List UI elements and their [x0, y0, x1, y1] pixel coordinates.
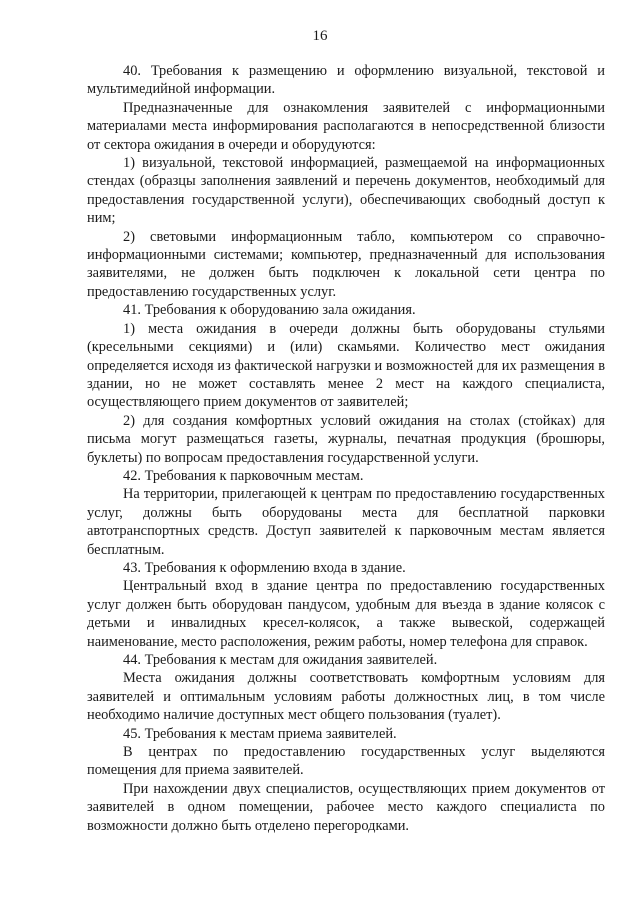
paragraph-42-heading: 42. Требования к парковочным местам. — [123, 467, 364, 484]
paragraph-info-item-2: 2) световыми информационным табло, компьютером со справочно-информационными системами; компьютер, предназначенный для использования заявителями, не должен быть подключен к локальной сети центра по предоставлению государственных услуг. — [87, 228, 605, 300]
paragraph-waiting-places: Места ожидания должны соответствовать комфортным условиям для заявителей и оптимальным условиям работы должностных лиц, в том числе необходимо наличие доступных мест общего пользования (туалет). — [87, 670, 605, 724]
paragraph-waiting-item-1: 1) места ожидания в очереди должны быть оборудованы стульями (кресельными секциями) и (или) скамьями. Количество мест ожидания определяется исходя из фактической нагрузки и возможностей для их размещения в здании, но не может составлять менее 2 мест на каждого специалиста, осуществляющего прием документов от заявителей; — [87, 320, 605, 411]
paragraph-partitions: При нахождении двух специалистов, осуществляющих прием документов от заявителей в одном помещении, рабочее место каждого специалиста по возможности должно быть отделено перегородками. — [87, 780, 605, 834]
paragraph-info-places: Предназначенные для ознакомления заявителей с информационными материалами места информирования располагаются в непосредственной близости от сектора ожидания в очереди и оборудуются: — [87, 99, 605, 153]
page-number: 16 — [312, 28, 328, 44]
paragraph-parking: На территории, прилегающей к центрам по предоставлению государственных услуг, должны быть оборудованы места для бесплатной парковки автотранспортных средств. Доступ заявителей к парковочным местам является бесплатным. — [87, 486, 605, 558]
paragraph-43-heading: 43. Требования к оформлению входа в здание. — [123, 559, 406, 576]
paragraph-info-item-1: 1) визуальной, текстовой информацией, размещаемой на информационных стендах (образцы заполнения заявлений и перечень документов, необходимый для предоставления государственной услуги), обеспечивающих свободный доступ к ним; — [87, 155, 605, 227]
paragraph-reception-rooms: В центрах по предоставлению государственных услуг выделяются помещения для приема заявителей. — [87, 744, 605, 779]
paragraph-40-heading: 40. Требования к размещению и оформлению визуальной, текстовой и мультимедийной информации. — [87, 63, 605, 98]
document-body — [87, 62, 605, 835]
paragraph-entrance: Центральный вход в здание центра по предоставлению государственных услуг должен быть оборудован пандусом, удобным для въезда в здание колясок с детьми и инвалидных кресел-колясок, а также вывеской, содержащей наименование, место расположения, режим работы, номер телефона для справок. — [87, 578, 605, 650]
paragraph-44-heading: 44. Требования к местам для ожидания заявителей. — [123, 652, 438, 668]
paragraph-45-heading: 45. Требования к местам приема заявителей. — [123, 725, 397, 742]
paragraph-41-heading: 41. Требования к оборудованию зала ожидания. — [123, 302, 416, 319]
paragraph-waiting-item-2: 2) для создания комфортных условий ожидания на столах (стойках) для письма могут размещаться газеты, журналы, печатная продукция (брошюры, буклеты) по вопросам предоставления государственной услуги. — [87, 412, 605, 466]
